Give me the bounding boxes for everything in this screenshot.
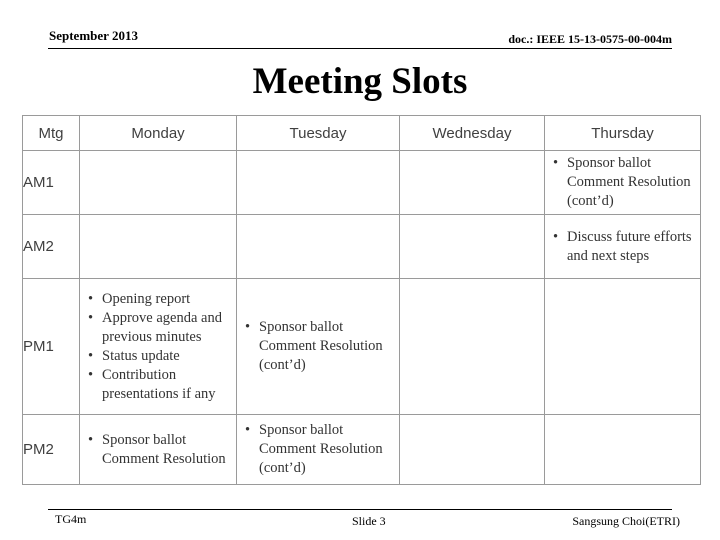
list-item: • Discuss future efforts and next steps bbox=[567, 228, 696, 266]
column-header-tuesday: Tuesday bbox=[237, 116, 400, 151]
cell-am1-wednesday bbox=[400, 151, 545, 215]
footer-divider bbox=[48, 509, 672, 510]
table-row-pm1 bbox=[23, 279, 701, 415]
slot-label-pm1: PM1 bbox=[23, 279, 80, 415]
cell-pm2-thursday bbox=[545, 415, 701, 485]
cell-am2-thursday bbox=[545, 215, 701, 279]
list-item: • Sponsor ballot Comment Resolution (cont’d) bbox=[259, 318, 395, 375]
list-item: • Sponsor ballot Comment Resolution (cont’d) bbox=[567, 154, 696, 211]
table-header-row bbox=[23, 116, 701, 151]
cell-pm1-thursday bbox=[545, 279, 701, 415]
cell-am1-tuesday bbox=[237, 151, 400, 215]
list-item: • Contribution presentations if any bbox=[102, 366, 232, 404]
header-divider bbox=[48, 48, 672, 49]
footer-author: Sangsung Choi(ETRI) bbox=[572, 514, 680, 528]
footer-group: TG4m bbox=[55, 512, 87, 526]
slot-label-am1: AM1 bbox=[23, 151, 80, 215]
column-header-wednesday: Wednesday bbox=[400, 116, 545, 151]
cell-pm1-wednesday bbox=[400, 279, 545, 415]
cell-am2-monday bbox=[80, 215, 237, 279]
column-header-monday: Monday bbox=[80, 116, 237, 151]
column-header-thursday: Thursday bbox=[545, 116, 701, 151]
cell-pm2-monday bbox=[80, 415, 237, 485]
slot-label-pm2: PM2 bbox=[23, 415, 80, 485]
list-item: • Opening report bbox=[102, 290, 232, 309]
cell-pm2-wednesday bbox=[400, 415, 545, 485]
table-row-am1 bbox=[23, 151, 701, 215]
slot-label-am2: AM2 bbox=[23, 215, 80, 279]
slide-title: Meeting Slots bbox=[252, 61, 468, 102]
list-item: • Sponsor ballot Comment Resolution bbox=[102, 431, 232, 469]
cell-pm2-tuesday bbox=[237, 415, 400, 485]
list-item: • Status update bbox=[102, 347, 232, 366]
cell-pm1-tuesday bbox=[237, 279, 400, 415]
cell-am2-wednesday bbox=[400, 215, 545, 279]
meeting-slots-table bbox=[22, 115, 701, 485]
cell-am2-tuesday bbox=[237, 215, 400, 279]
cell-am1-monday bbox=[80, 151, 237, 215]
header-doc-id: doc.: IEEE 15-13-0575-00-004m bbox=[508, 32, 672, 46]
table-row-am2 bbox=[23, 215, 701, 279]
list-item: • Approve agenda and previous minutes bbox=[102, 309, 232, 347]
cell-am1-thursday bbox=[545, 151, 701, 215]
table-row-pm2 bbox=[23, 415, 701, 485]
list-item: • Sponsor ballot Comment Resolution (cont’d) bbox=[259, 421, 395, 478]
column-header-mtg: Mtg bbox=[23, 116, 80, 151]
header-date: September 2013 bbox=[49, 28, 138, 43]
slide-number: Slide 3 bbox=[352, 514, 386, 528]
cell-pm1-monday bbox=[80, 279, 237, 415]
